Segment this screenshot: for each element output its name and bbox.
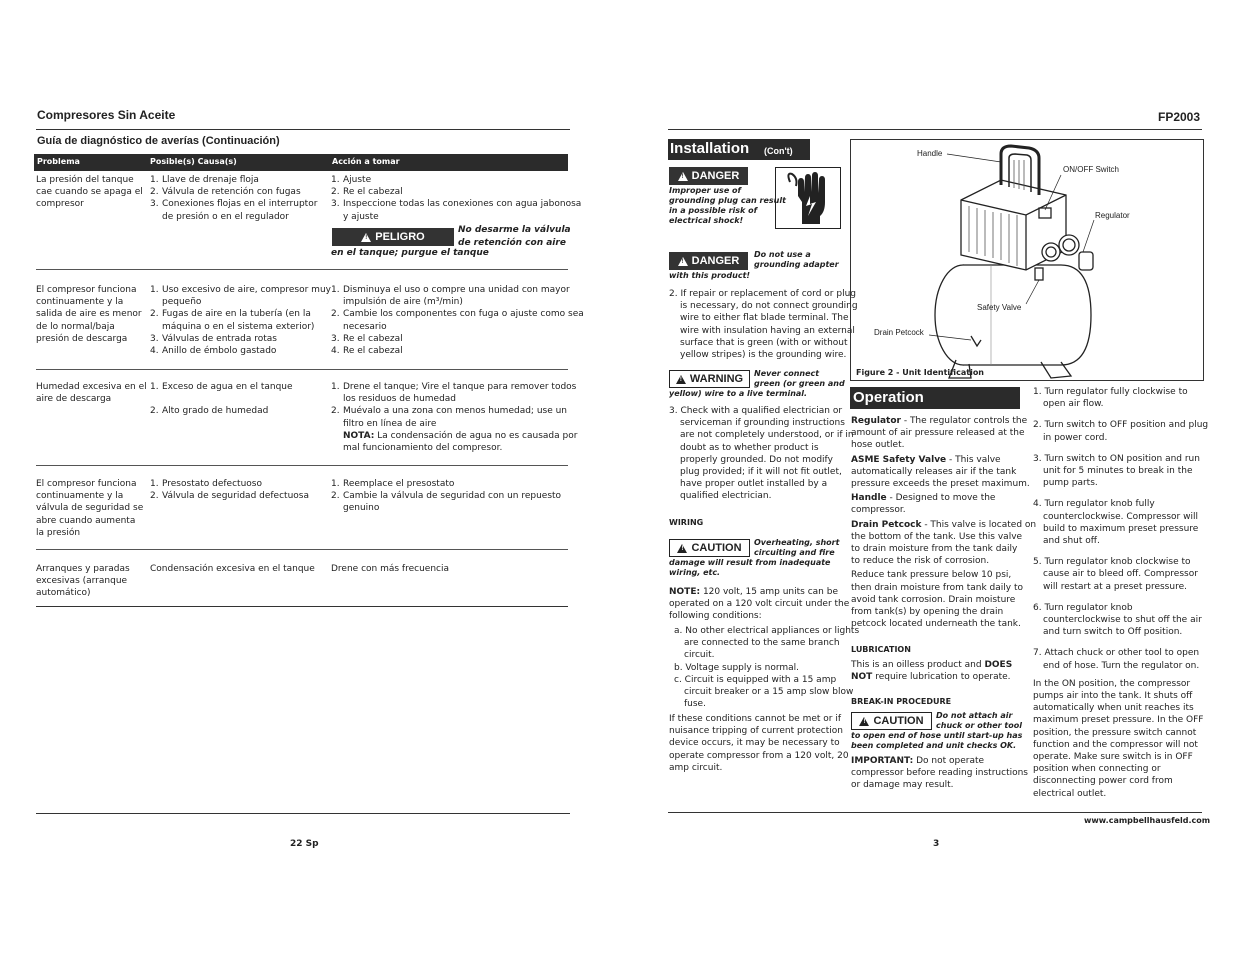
caution-text-1b: damage will result from inadequate wiring, etc.	[669, 558, 831, 577]
table-row-1-problem: La presión del tanque cae cuando se apaga el compresor	[36, 175, 143, 210]
table-row-5-causes: Condensación excesiva en el tanque	[150, 564, 315, 574]
danger-label-2: ! DANGER	[669, 252, 748, 270]
right-footer-rule	[668, 812, 1202, 813]
operation-heading: Operation	[850, 387, 1020, 409]
table-row-2-actions: 1. Disminuya el uso o compre una unidad con mayor impulsión de aire (m³/min) 2. Cambie los componentes con fuga o ajuste como sea necesario 3. Re el cabezal 4. Re el cabezal	[331, 285, 584, 357]
warning-triangle-icon: !	[361, 233, 371, 242]
operation-definitions: Regulator - The regulator controls the amount of air pressure released at the hose outlet. ASME Safety Valve - This valve automatically releases air if the tank pressure exceeds the preset maximum. Handle - Designed to move the compressor. Drain Petcock - This valve is located on the bottom of the tank. Use this valve to drain moisture from the tank daily to reduce the risk of corrosion. Reduce tank pressure below 10 psi, then drain moisture from tank daily to avoid tank corrosion. Drain moisture from tank(s) by opening the drain petcock located underneath the tank.	[851, 416, 1037, 630]
table-header-actions: Acción a tomar	[332, 157, 400, 166]
lubrication-heading: LUBRICATION	[851, 645, 911, 654]
break-in-steps: 1. Turn regulator fully clockwise to open air flow. 2. Turn switch to OFF position and plug in power cord. 3. Turn switch to ON position and run unit for 5 minutes to break in the pump parts. 4. Turn regulator knob fully counterclockwise. Compressor will build to maximum preset pressure and shut off. 5. Turn regulator knob clockwise to cause air to bleed off. Compressor will restart at a preset pressure. 6. Turn regulator knob counterclockwise to shut off the air and turn switch to Off position. 7. Attach chuck or other tool to open end of hose. Turn the regulator on. In the ON position, the compressor pumps air into the tank. It shuts off automatically when unit reaches its maximum preset pressure. In the OFF position, the pressure switch cannot function and the compressor will not operate. Make sure switch is in OFF position when connecting or disconnecting power cord from electrical outlet.	[1033, 387, 1209, 799]
figure-label-safety-valve: Safety Valve	[977, 303, 1022, 312]
table-row-3-problem: Humedad excesiva en el aire de descarga	[36, 382, 147, 405]
wiring-heading: WIRING	[669, 518, 704, 527]
peligro-text-2: en el tanque; purgue el tanque	[331, 248, 489, 258]
table-row-5-actions: Drene con más frecuencia	[331, 564, 449, 574]
table-row-5-problem: Arranques y paradas excesivas (arranque automático)	[36, 564, 130, 599]
figure-label-regulator: Regulator	[1095, 211, 1130, 220]
figure-caption: Figure 2 - Unit Identification	[856, 368, 985, 377]
table-header-causes: Posible(s) Causa(s)	[150, 157, 237, 166]
table-header-problem: Problema	[37, 157, 80, 166]
table-row-1-causes: 1. Llave de drenaje floja 2. Válvula de retención con fugas 3. Conexiones flojas en el interruptor de presión o en el regulador	[150, 175, 318, 222]
left-section-title: Guía de diagnóstico de averías (Continuación)	[37, 135, 280, 147]
installation-heading: Installation (Con't)	[668, 139, 810, 160]
peligro-label: ! PELIGRO	[332, 228, 454, 246]
unit-identification-figure	[850, 139, 1204, 381]
figure-label-handle: Handle	[917, 149, 943, 158]
wiring-conditions: a. No other electrical appliances or lights are connected to the same branch circuit. b. Voltage supply is normal. c. Circuit is equipped with a 15 amp circuit breaker or a 15 amp slow blow fuse.	[674, 626, 860, 710]
right-page-number: 3	[933, 839, 940, 849]
compressor-illustration	[851, 140, 1203, 380]
left-header-title: Compresores Sin Aceite	[37, 108, 176, 122]
danger-text-1: Improper use of grounding plug can result in a possible risk of electrical shock!	[669, 186, 786, 225]
model-number: FP2003	[1158, 110, 1201, 124]
warning-label: ! WARNING	[669, 370, 750, 388]
row-divider-2	[36, 369, 568, 370]
danger-label-1: ! DANGER	[669, 167, 748, 185]
important-note: IMPORTANT: Do not operate compressor before reading instructions or damage may result.	[851, 756, 1028, 791]
warning-text-2: yellow) wire to a live terminal.	[669, 389, 808, 398]
peligro-text: No desarme la válvula de retención con aire	[458, 225, 571, 248]
left-header-rule	[36, 129, 570, 130]
warning-triangle-icon: !	[859, 717, 869, 726]
install-item-2: 2. If repair or replacement of cord or plug is necessary, do not connect grounding wire to either flat blade terminal. The wire with insulation having an external surface that is green (with or without yellow stripes) is the grounding wire.	[669, 289, 858, 361]
table-row-1-actions: 1. Ajuste 2. Re el cabezal 3. Inspeccione todas las conexiones con agua jabonosa y ajuste	[331, 175, 582, 222]
wiring-if-paragraph: If these conditions cannot be met or if nuisance tripping of current protection device occurs, it may be necessary to operate compressor from a 120 volt, 20 amp circuit.	[669, 714, 849, 773]
warning-triangle-icon: !	[678, 172, 688, 181]
table-row-2-problem: El compresor funciona continuamente y la salida de aire es menor de lo normal/baja presión de descarga	[36, 285, 142, 344]
danger-text-2b: with this product!	[669, 271, 751, 280]
warning-text: Never connect green (or green and	[754, 369, 845, 388]
row-divider-1	[36, 269, 568, 270]
wiring-note: NOTE: 120 volt, 15 amp units can be operated on a 120 volt circuit under the following conditions:	[669, 587, 850, 622]
lubrication-text: This is an oilless product and DOES NOT require lubrication to operate.	[851, 660, 1013, 683]
warning-triangle-icon: !	[678, 257, 688, 266]
table-row-3-actions: 1. Drene el tanque; Vire el tanque para remover todos los residuos de humedad 2. Muévalo a una zona con menos humedad; use un filtro en línea de aire NOTA: La condensación de agua no es causada por mal funcionamiento del compresor.	[331, 382, 578, 454]
break-in-heading: BREAK-IN PROCEDURE	[851, 697, 952, 706]
danger-text-2: Do not use a grounding adapter	[754, 250, 839, 269]
figure-label-onoff: ON/OFF Switch	[1063, 165, 1120, 174]
table-row-4-causes: 1. Presostato defectuoso 2. Válvula de seguridad defectuosa	[150, 479, 309, 502]
figure-label-drain-petcock: Drain Petcock	[874, 328, 924, 337]
left-page-number: 22 Sp	[290, 839, 319, 849]
caution-text-2b: to open end of hose until start-up has been completed and unit checks OK.	[851, 731, 1023, 750]
caution-label-1: ! CAUTION	[669, 539, 750, 557]
table-row-4-problem: El compresor funciona continuamente y la válvula de seguridad se abre cuando aumenta la presión	[36, 479, 144, 538]
website-link[interactable]: www.campbellhausfeld.com	[1084, 816, 1211, 825]
table-row-2-causes: 1. Uso excesivo de aire, compresor muy pequeño 2. Fugas de aire en la tubería (en la máquina o en el sistema exterior) 3. Válvulas de entrada rotas 4. Anillo de émbolo gastado	[150, 285, 331, 357]
row-divider-5	[36, 606, 568, 607]
row-divider-4	[36, 549, 568, 550]
right-header-rule	[668, 129, 1202, 130]
row-divider-3	[36, 465, 568, 466]
left-footer-rule	[36, 813, 570, 814]
install-item-3: 3. Check with a qualified electrician or serviceman if grounding instructions are not completely understood, or if in doubt as to whether product is properly grounded. Do not modify plug provided; if it will not fit outlet, have proper outlet installed by a qualified electrician.	[669, 406, 854, 502]
caution-text-1: Overheating, short circuiting and fire	[754, 538, 840, 557]
table-row-3-causes: 1. Exceso de agua en el tanque 2. Alto grado de humedad	[150, 382, 293, 417]
table-header-bar	[34, 154, 568, 171]
caution-text-2: Do not attach air chuck or other tool	[936, 711, 1022, 730]
warning-triangle-icon: !	[676, 375, 686, 384]
caution-label-2: ! CAUTION	[851, 712, 932, 730]
warning-triangle-icon: !	[677, 544, 687, 553]
table-row-4-actions: 1. Reemplace el presostato 2. Cambie la válvula de seguridad con un repuesto genuino	[331, 479, 562, 514]
